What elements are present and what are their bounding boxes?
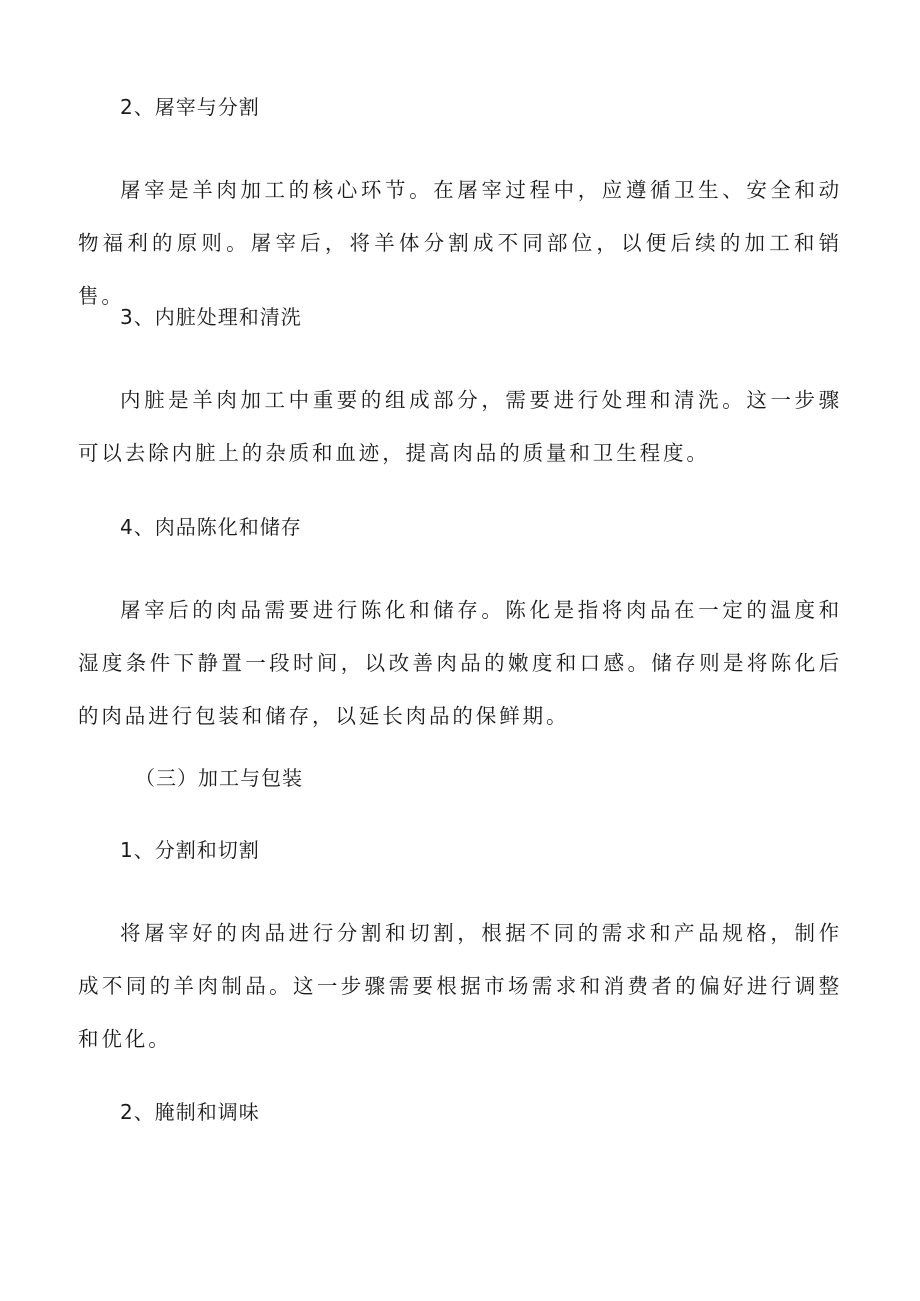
paragraph-aging: 屠宰后的肉品需要进行陈化和储存。陈化是指将肉品在一定的温度和湿度条件下静置一段时间，以改善肉品的嫩度和口感。储存则是将陈化后的肉品进行包装和储存，以延长肉品的保鲜期。 <box>78 598 842 728</box>
section-heading-viscera: 3、内脏处理和清洗 <box>120 305 302 329</box>
section-heading-curing: 2、腌制和调味 <box>120 1100 260 1124</box>
paragraph-cutting: 将屠宰好的肉品进行分割和切割，根据不同的需求和产品规格，制作成不同的羊肉制品。这一步骤需要根据市场需求和消费者的偏好进行调整和优化。 <box>78 921 842 1051</box>
section-heading-cutting: 1、分割和切割 <box>120 838 260 862</box>
section-heading-aging: 4、肉品陈化和储存 <box>120 515 302 539</box>
paragraph-slaughter: 屠宰是羊肉加工的核心环节。在屠宰过程中，应遵循卫生、安全和动物福利的原则。屠宰后，将羊体分割成不同部位，以便后续的加工和销售。 <box>78 178 842 308</box>
paragraph-viscera: 内脏是羊肉加工中重要的组成部分，需要进行处理和清洗。这一步骤可以去除内脏上的杂质和血迹，提高肉品的质量和卫生程度。 <box>78 388 842 465</box>
chapter-heading-processing: （三）加工与包装 <box>135 766 303 790</box>
section-heading-slaughter: 2、屠宰与分割 <box>120 95 260 119</box>
